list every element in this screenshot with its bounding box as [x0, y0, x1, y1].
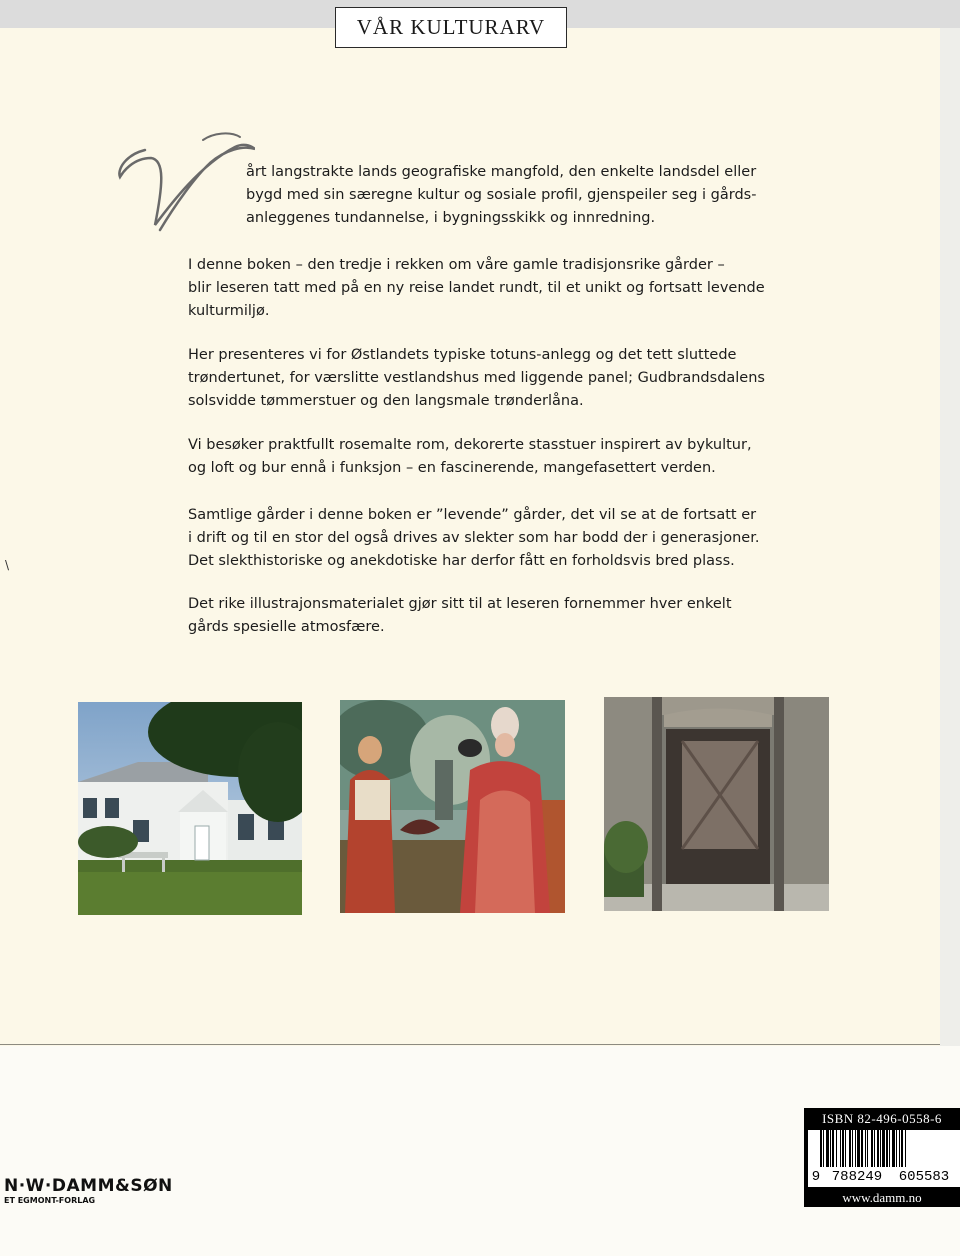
- barcode-bar: [842, 1130, 844, 1167]
- barcode-bar: [880, 1130, 881, 1167]
- paragraph-line: blir leseren tatt med på en ny reise landet rundt, til et unikt og fortsatt levende: [188, 280, 765, 296]
- paragraph-line: Vi besøker praktfullt rosemalte rom, dekorerte stasstuer inspirert av bykultur,: [188, 437, 752, 453]
- barcode-bar: [861, 1130, 863, 1167]
- publisher-url: www.damm.no: [842, 1189, 922, 1205]
- publisher-logo: [4, 1176, 173, 1205]
- door-photo: [604, 697, 829, 911]
- cover-bottom-edge: [0, 1044, 940, 1045]
- barcode-bar: [823, 1130, 824, 1167]
- barcode-digit-lead: 9: [811, 1169, 821, 1185]
- paragraph: [188, 593, 732, 639]
- paragraph-line: Samtlige gårder i denne boken er ”levende” gårder, det vil se at de fortsatt er: [188, 507, 757, 523]
- barcode-bar: [896, 1130, 897, 1167]
- paragraph-line: I denne boken – den tredje i rekken om våre gamle tradisjonsrike gårder –: [188, 257, 725, 273]
- barcode-bar: [899, 1130, 900, 1167]
- intro-line: årt langstrakte lands geografiske mangfold, den enkelte landsdel eller: [246, 164, 757, 180]
- barcode-bar: [886, 1130, 888, 1167]
- intro-text: [246, 161, 756, 230]
- painting-photo: [340, 700, 565, 913]
- barcode-bar: [830, 1130, 831, 1167]
- barcode-bar: [845, 1130, 846, 1167]
- barcode-bar: [840, 1130, 841, 1167]
- barcode-bar: [832, 1130, 834, 1167]
- barcode-bar: [820, 1130, 822, 1167]
- paragraph-line: Det slekthistoriske og anekdotiske har derfor fått en forholdsvis bred plass.: [188, 553, 735, 569]
- intro-line: anleggenes tundannelse, i bygningsskikk og innredning.: [246, 210, 656, 226]
- paragraph: [188, 434, 752, 480]
- barcode-bar: [865, 1130, 866, 1167]
- paragraph: [188, 344, 765, 413]
- paragraph-line: og loft og bur ennå i funksjon – en fascinerende, mangefasettert verden.: [188, 460, 716, 476]
- barcode-bars: [808, 1130, 960, 1167]
- barcode-bar: [874, 1130, 875, 1167]
- cover-edge: [940, 28, 960, 1046]
- publisher-subtitle: ET EGMONT-FORLAG: [4, 1196, 96, 1205]
- paragraph-line: gårds spesielle atmosfære.: [188, 619, 385, 635]
- barcode-bar: [871, 1130, 873, 1167]
- isbn-label: ISBN 82-496-0558-6: [822, 1110, 942, 1126]
- barcode-bar: [882, 1130, 885, 1167]
- barcode-bar: [892, 1130, 895, 1167]
- barcode: [808, 1130, 960, 1187]
- intro-line: bygd med sin særegne kultur og sosiale profil, gjenspeiler seg i gårds-: [246, 187, 757, 203]
- barcode-bar: [905, 1130, 906, 1167]
- paragraph-line: Det rike illustrajonsmaterialet gjør sitt til at leseren fornemmer hver enkelt: [188, 596, 732, 612]
- barcode-digit-left: 788249: [831, 1169, 883, 1185]
- barcode-bar: [836, 1130, 837, 1167]
- barcode-bar: [852, 1130, 853, 1167]
- barcode-bar: [877, 1130, 879, 1167]
- paragraph-line: solsvidde tømmerstuer og den langsmale trønderlåna.: [188, 393, 584, 409]
- farmhouse-photo: [78, 702, 302, 915]
- paragraph-line: i drift og til en stor del også drives av slekter som har bodd der i generasjoner.: [188, 530, 760, 546]
- margin-mark: \: [5, 558, 10, 572]
- drop-cap-v: [115, 125, 255, 235]
- series-title: VÅR KULTURARV: [335, 7, 567, 48]
- barcode-bar: [857, 1130, 860, 1167]
- paragraph: [188, 254, 765, 323]
- barcode-bar: [889, 1130, 890, 1167]
- barcode-bar: [849, 1130, 851, 1167]
- paragraph-line: Her presenteres vi for Østlandets typiske totuns-anlegg og det tett sluttede: [188, 347, 737, 363]
- barcode-bar: [855, 1130, 856, 1167]
- publisher-name: N·W·DAMM&SØN: [4, 1176, 173, 1196]
- barcode-bar: [901, 1130, 903, 1167]
- barcode-bar: [867, 1130, 868, 1167]
- barcode-digits: [808, 1167, 960, 1187]
- paragraph-line: trøndertunet, for værslitte vestlandshus med liggende panel; Gudbrandsdalens: [188, 370, 765, 386]
- paragraph: [188, 504, 759, 573]
- barcode-block: [804, 1108, 960, 1207]
- paragraph-line: kulturmiljø.: [188, 303, 270, 319]
- barcode-digit-right: 605583: [898, 1169, 950, 1185]
- barcode-bar: [826, 1130, 829, 1167]
